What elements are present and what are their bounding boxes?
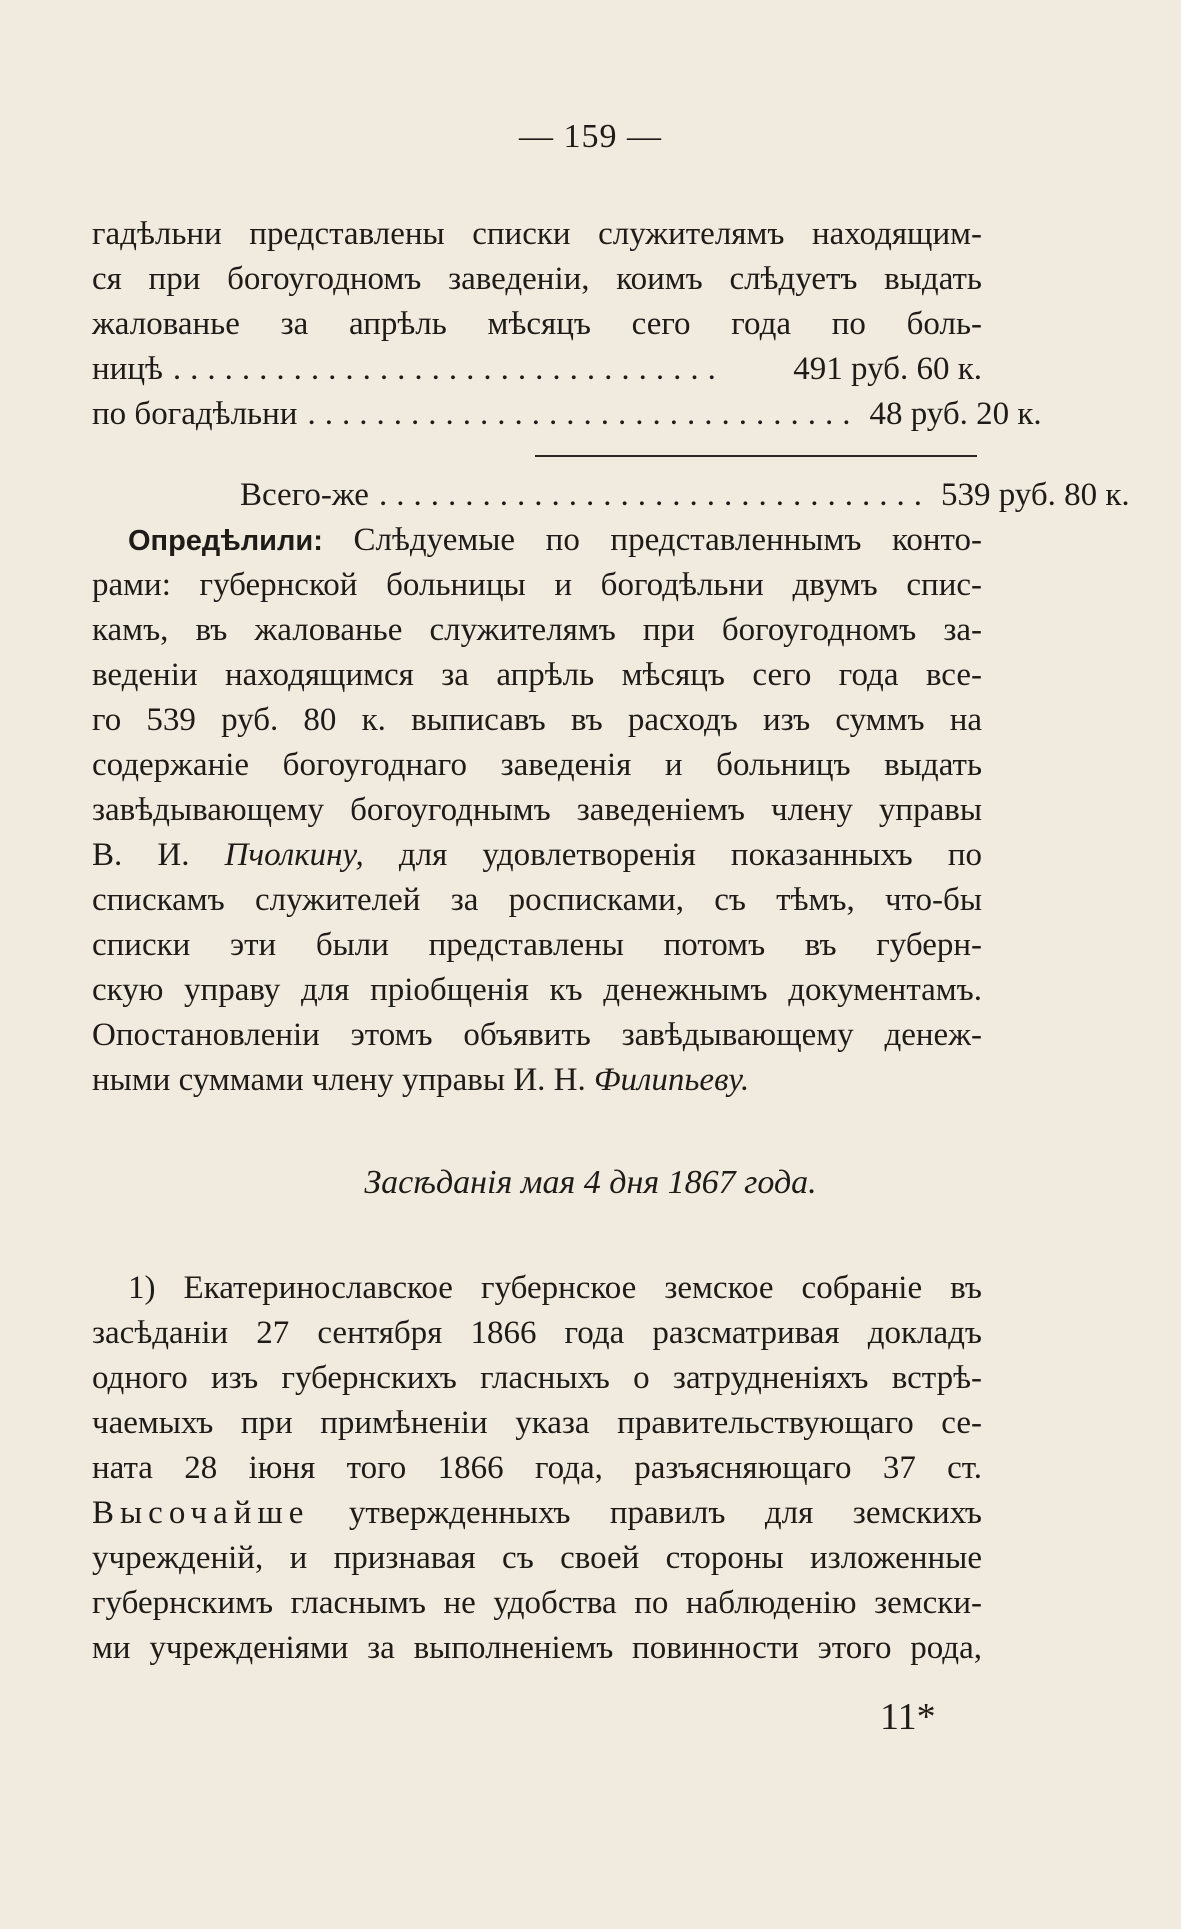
text-line: веденіи находящимся за апрѣль мѣсяцъ сего года все- — [92, 657, 982, 693]
resolution-lead: Опредѣлили: — [128, 525, 323, 557]
account-amount: 48 руб. 20 к. — [869, 396, 1042, 432]
total-amount: 539 руб. 80 к. — [940, 477, 1130, 513]
resolution-block — [92, 473, 1130, 1103]
text-line: ната 28 іюня того 1866 года, разъясняющаго 37 ст. — [92, 1450, 982, 1486]
text-line: ми учрежденіями за выполненіемъ повинности этого рода, — [92, 1630, 982, 1666]
page-number: — 159 — — [519, 118, 662, 155]
text-line: завѣдывающему богоугоднымъ заведеніемъ члену управы — [92, 792, 982, 828]
intro-block — [92, 212, 1042, 437]
text-line: Опостановленіи этомъ объявить завѣдывающему денеж- — [92, 1017, 982, 1053]
account-line-hospital — [92, 347, 982, 392]
text-fragment: ными суммами члену управы И. Н. — [92, 1062, 586, 1098]
spaced-line — [92, 1491, 982, 1536]
last-line — [92, 1058, 982, 1103]
text-line: го 539 руб. 80 к. выписавъ въ расходъ изъ суммъ на — [92, 702, 982, 738]
text-line: списки эти были представлены потомъ въ губерн- — [92, 927, 982, 963]
leader-dots: ................................ — [172, 351, 725, 387]
text-line: губернскимъ гласнымъ не удобства по наблюденію земски- — [92, 1585, 982, 1621]
text-line: спискамъ служителей за росписками, съ тѣмъ, что-бы — [92, 882, 982, 918]
total-label: Всего-же — [240, 477, 369, 513]
text-line: камъ, въ жалованье служителямъ при богоугодномъ за- — [92, 612, 982, 648]
account-line-almshouse — [92, 392, 1042, 437]
text-fragment: утвержденныхъ правилъ для земскихъ — [348, 1495, 982, 1531]
name-line — [92, 833, 982, 878]
text-line: гадѣльни представлены списки служителямъ находящим- — [92, 216, 982, 252]
item-first-line: 1) Екатеринославское губернское земское собраніе въ — [128, 1270, 982, 1306]
leader-dots: ................................ — [378, 477, 931, 513]
leader-dots: ................................ — [307, 396, 860, 432]
text-line: чаемыхъ при примѣненіи указа правительствующаго се- — [92, 1405, 982, 1441]
session-heading: Засѣданія мая 4 дня 1867 года. — [364, 1164, 817, 1201]
text-line: засѣданіи 27 сентября 1866 года разсматривая докладъ — [92, 1315, 982, 1351]
item-1-block — [92, 1266, 982, 1671]
text-line: скую управу для пріобщенія къ денежнымъ документамъ. — [92, 972, 982, 1008]
person-name: Пчолкину, — [224, 837, 364, 873]
person-name: Филипьеву. — [593, 1062, 750, 1098]
resolution-text: Слѣдуемые по представленнымъ конто- — [353, 522, 983, 558]
signature-mark: 11* — [880, 1696, 936, 1738]
text-fragment: для удовлетворенія показанныхъ по — [398, 837, 983, 873]
total-line — [92, 473, 1130, 518]
account-label: ницѣ — [92, 351, 163, 387]
text-fragment: В. И. — [92, 837, 190, 873]
text-line: ся при богоугодномъ заведеніи, коимъ слѣдуетъ выдать — [92, 261, 982, 297]
sum-rule — [535, 455, 977, 457]
text-line: жалованье за апрѣль мѣсяцъ сего года по боль- — [92, 306, 982, 342]
text-line: содержаніе богоугоднаго заведенія и больницъ выдать — [92, 747, 982, 783]
account-amount: 491 руб. 60 к. — [793, 351, 982, 387]
text-line: учрежденій, и признавая съ своей стороны изложенные — [92, 1540, 982, 1576]
account-label: по богадѣльни — [92, 396, 298, 432]
text-line: одного изъ губернскихъ гласныхъ о затрудненіяхъ встрѣ- — [92, 1360, 982, 1396]
text-line: рами: губернской больницы и богодѣльни двумъ спис- — [92, 567, 982, 603]
resolution-first-line — [92, 518, 982, 563]
spaced-word: Высочайше — [92, 1495, 310, 1531]
